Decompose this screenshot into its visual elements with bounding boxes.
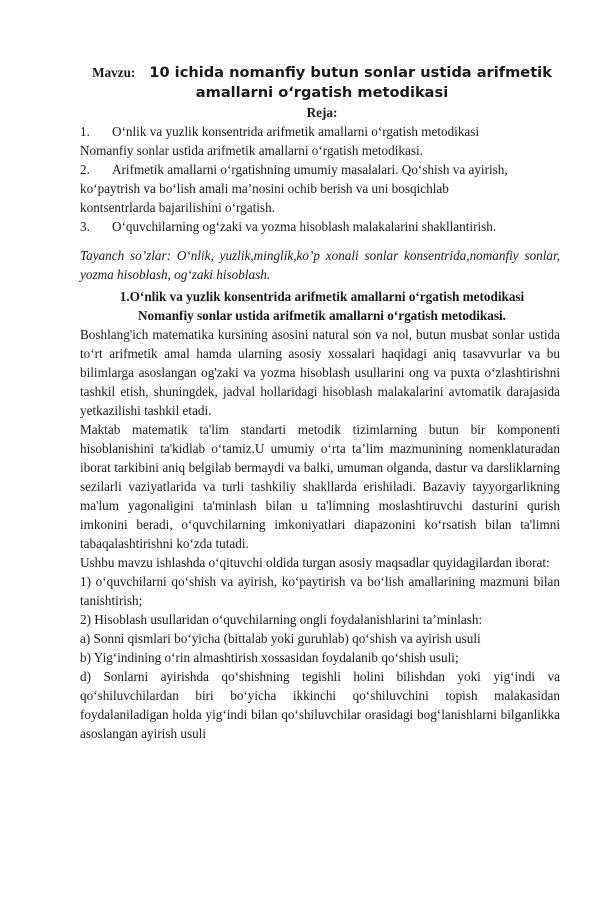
- plan-item-text: O‘quvchilarning og‘zaki va yozma hisoblash malakalarini shakllantirish.: [112, 219, 497, 234]
- list-item: d) Sonlarni ayirishda qo‘shishning tegishli holini bilishdan yoki yig‘indi va qo‘shiluvchilardan biri bo‘yicha ikkinchi qo‘shiluvchini topish malakasidan foydalaniladigan holda yig‘indi bilan qo‘shiluvchilar orasidagi bog‘lanishlarni bilganlikka asoslangan ayirish usuli: [80, 669, 560, 741]
- plan-item-number: 3.: [80, 219, 90, 234]
- keywords-paragraph: Tayanch so’zlar: O‘nlik, yuzlik,minglik,ko’p xonali sonlar konsentrida,nomanfiy sonlar, yozma hisoblash, og‘zaki hisoblash.: [80, 248, 560, 282]
- plan-item-1: [80, 122, 560, 160]
- plan-item-number: 1.: [80, 124, 90, 139]
- section-title-line2: Nomanfiy sonlar ustida arifmetik amallarni o‘rgatish metodikasi.: [138, 308, 506, 323]
- topic-heading: [84, 62, 560, 83]
- plan-item-text-continued: ko‘paytrish va bo‘lish amali ma’nosini ochib berish va uni bosqichlab kontsentrlarda bajarilishini o‘rgatish.: [80, 181, 449, 215]
- plan-item-3: [80, 217, 560, 236]
- plan-item-text-continued: Nomanfiy sonlar ustida arifmetik amallarni o‘rgatish metodikasi.: [80, 143, 423, 158]
- plan-list: [80, 122, 560, 236]
- paragraph: Ushbu mavzu ishlashda o‘qituvchi oldida turgan asosiy maqsadlar quyidagilardan iborat:: [80, 555, 550, 570]
- plan-item-number: 2.: [80, 162, 90, 177]
- topic-title-line2: amallarni o‘rgatish metodikasi: [195, 84, 449, 101]
- list-item: b) Yig‘indining o‘rin almashtirish xossasidan foydalanib qo‘shish usuli;: [80, 650, 459, 665]
- plan-heading: Reja:: [306, 105, 338, 120]
- paragraph: Maktab matematik ta'lim standarti metodik tizimlarning butun bir komponenti hisoblanishini ta'kidlab o‘tamiz.U umumiy o‘rta ta’lim mazmunining nomenklaturadan iborat tarkibini aniq belgilab bermaydi va balki, umuman olganda, dastur va darsliklarning sezilarli vaziyatlarida va turli tashkiliy shakllarda erishiladi. Bazaviy tayyorgarlikning ma'lum yagonaligini ta'minlash bilan u ta'limning moslashtiruvchi dasturini qurish imkonini beradi, o‘quvchilarning imkoniyatlari diapazonini ko‘rsatish bilan ta'limni tabaqalashtirishni ko‘zda tutadi.: [80, 422, 560, 551]
- list-item: a) Sonni qismlari bo‘yicha (bittalab yoki guruhlab) qo‘shish va ayirish usuli: [80, 631, 481, 646]
- topic-label: Mavzu:: [92, 65, 136, 80]
- document-page: [0, 62, 596, 904]
- plan-item-text: O‘nlik va yuzlik konsentrida arifmetik amallarni o‘rgatish metodikasi: [112, 124, 480, 139]
- list-item: 2) Hisoblash usullaridan o‘quvchilarning ongli foydalanishlarini ta’minlash:: [80, 612, 483, 627]
- plan-item-text: Arifmetik amallarni o‘rgatishning umumiy masalalari. Qo‘shish va ayirish,: [112, 162, 508, 177]
- topic-title-line1: 10 ichida nomanfiy butun sonlar ustida arifmetik: [149, 64, 552, 81]
- body-text: [80, 325, 560, 743]
- paragraph: Boshlang'ich matematika kursining asosini natural son va nol, butun musbat sonlar ustida to‘rt arifmetik amal hamda ularning asosiy xossalari haqidagi aniq tasavvurlar va bu bilimlarga asoslangan og'zaki va yozma hisoblash usullarini ong va puxta o‘zlashtirishni tashkil etish, shuningdek, jadval hollaridagi hisoblash malakalarini avtomatik darajasida yetkazilishi tashkil etadi.: [80, 327, 560, 418]
- list-item: 1) o‘quvchilarni qo‘shish va ayirish, ko‘paytirish va bo‘lish amallarining mazmuni bilan tanishtirish;: [80, 574, 560, 608]
- section-title-line1: 1.O‘nlik va yuzlik konsentrida arifmetik amallarni o‘rgatish metodikasi: [119, 289, 525, 304]
- plan-item-2: [80, 160, 560, 217]
